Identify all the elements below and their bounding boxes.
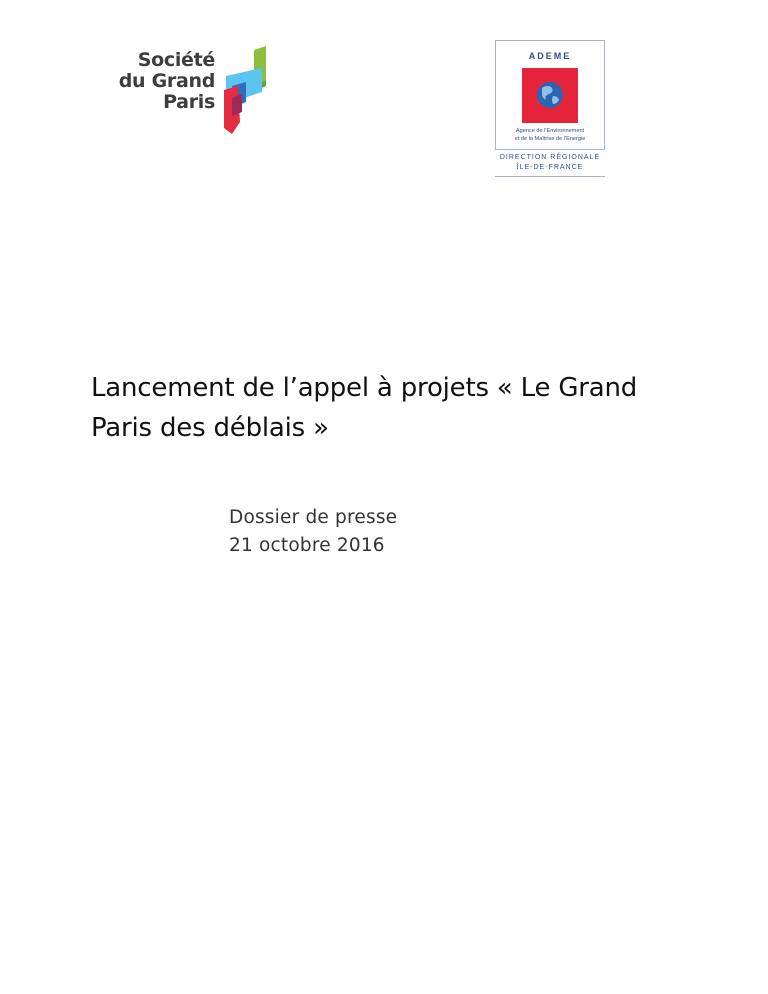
sgp-logo-wordmark	[112, 50, 215, 113]
document-subtitle	[229, 504, 549, 560]
document-title: Lancement de l’appel à projets « Le Grand Paris des déblais »	[91, 373, 638, 443]
societe-du-grand-paris-logo	[112, 46, 272, 136]
ademe-direction-line2: ÎLE-DE-FRANCE	[516, 164, 584, 171]
ademe-logo-rule	[495, 176, 605, 177]
ademe-logo-direction	[495, 153, 605, 173]
sgp-logo-line1: Société	[137, 49, 215, 71]
document-date: 21 octobre 2016	[229, 535, 385, 556]
ademe-logo-frame	[495, 40, 605, 150]
sgp-logo-line2: du Grand	[118, 70, 215, 92]
ademe-tagline-line1: Agence de l'Environnement	[515, 128, 585, 134]
globe-icon	[522, 68, 578, 123]
sgp-logo-line3: Paris	[163, 91, 215, 113]
ademe-logo-tagline	[496, 127, 604, 143]
ademe-logo	[495, 40, 605, 178]
ademe-direction-line1: DIRECTION RÉGIONALE	[499, 154, 601, 161]
sgp-ribbon-icon	[218, 46, 266, 134]
ademe-logo-name: ADEME	[528, 51, 572, 61]
ademe-red-square	[522, 68, 578, 123]
document-type: Dossier de presse	[229, 507, 398, 528]
ademe-tagline-line2: et de la Maîtrise de l'Energie	[514, 136, 586, 142]
